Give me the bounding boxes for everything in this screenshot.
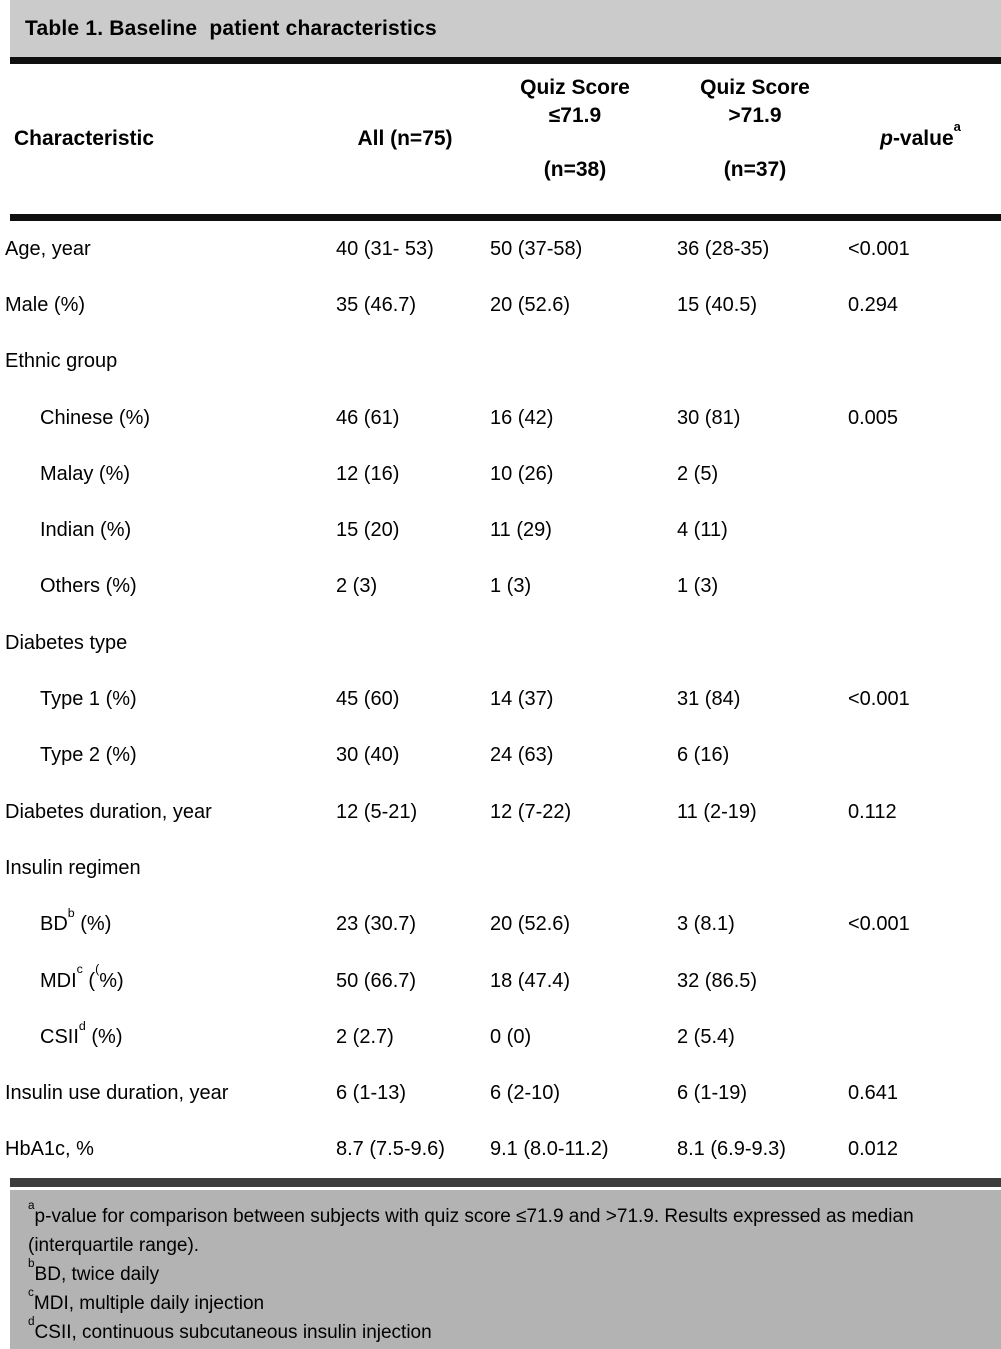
header-quiz-low-line1: Quiz Score (520, 76, 630, 99)
cell-all: 6 (1-13) (336, 1082, 407, 1105)
cell-quiz-low: 14 (37) (490, 688, 554, 711)
table-row (0, 840, 1001, 896)
cell-characteristic: CSII$^d$ (%) (40, 1018, 123, 1048)
cell-quiz-low: 10 (26) (490, 462, 554, 485)
cell-quiz-low: 50 (37-58) (490, 237, 583, 260)
cell-all: 15 (20) (336, 519, 400, 542)
cell-p-value: 0.641 (848, 1082, 899, 1105)
cell-characteristic: HbA1c, % (5, 1138, 94, 1161)
cell-quiz-high: 2 (5) (677, 462, 719, 485)
header-quiz-low-stack (520, 64, 630, 214)
table-row (0, 615, 1001, 671)
cell-characteristic: Indian (%) (40, 519, 132, 542)
table-row (0, 446, 1001, 502)
cell-p-value: 0.112 (848, 800, 897, 823)
table-row (0, 897, 1001, 953)
cell-quiz-high: 3 (8.1) (677, 913, 735, 936)
cell-quiz-high: 6 (16) (677, 744, 730, 767)
header-quiz-high-n: (n=37) (723, 158, 787, 181)
cell-characteristic: Type 1 (%) (40, 688, 137, 711)
header-quiz-low-n: (n=38) (543, 158, 607, 181)
header-quiz-high-stack (700, 64, 810, 214)
footnote-line: $^b$BD, twice daily (28, 1257, 160, 1285)
table-row (0, 728, 1001, 784)
cell-p-value: <0.001 (848, 913, 910, 936)
table-row (0, 390, 1001, 446)
cell-quiz-low: 6 (2-10) (490, 1082, 561, 1105)
table-row (0, 277, 1001, 333)
table-title-band (10, 0, 1001, 57)
cell-characteristic: Diabetes type (5, 631, 128, 654)
cell-quiz-low: 16 (42) (490, 406, 554, 429)
cell-p-value: <0.001 (848, 237, 910, 260)
cell-p-value: 0.012 (848, 1138, 899, 1161)
header-all-label: All (n=75) (357, 127, 453, 150)
table-row (0, 671, 1001, 727)
cell-all: 2 (3) (336, 575, 378, 598)
cell-quiz-low: 20 (52.6) (490, 913, 571, 936)
cell-quiz-low: 0 (0) (490, 1025, 532, 1048)
footnotes-area (10, 1190, 1001, 1349)
cell-quiz-high: 2 (5.4) (677, 1025, 735, 1048)
header-characteristic-label: Characteristic (14, 127, 155, 150)
cell-all: 45 (60) (336, 688, 400, 711)
table-row (0, 502, 1001, 558)
cell-all: 12 (5-21) (336, 800, 418, 823)
cell-quiz-low: 11 (29) (490, 519, 552, 542)
cell-quiz-low: 12 (7-22) (490, 800, 572, 823)
cell-quiz-high: 30 (81) (677, 406, 741, 429)
cell-quiz-low: 9.1 (8.0-11.2) (490, 1138, 609, 1161)
cell-characteristic: Male (%) (5, 293, 86, 316)
cell-all: 40 (31- 53) (336, 237, 434, 260)
cell-quiz-low: 18 (47.4) (490, 969, 571, 992)
table-header-row (0, 64, 1001, 214)
top-rule (10, 57, 1001, 64)
cell-quiz-high: 6 (1-19) (677, 1082, 748, 1105)
cell-characteristic: $BD^b$ (%) (40, 905, 112, 936)
cell-p-value: <0.001 (848, 688, 910, 711)
table-row (0, 334, 1001, 390)
cell-p-value: 0.005 (848, 406, 899, 429)
cell-p-value: 0.294 (848, 293, 899, 316)
header-quiz-high-line2: >71.9 (728, 104, 782, 127)
footnote-line: $^d$CSII, continuous subcutaneous insulin injection (28, 1315, 432, 1343)
table-row (0, 1065, 1001, 1121)
cell-quiz-high: 36 (28-35) (677, 237, 770, 260)
header-cell-quiz-low (480, 64, 670, 214)
table-row (0, 221, 1001, 277)
footnote-line: $^c$MDI, multiple daily injection (28, 1286, 265, 1314)
cell-all: 12 (16) (336, 462, 400, 485)
cell-quiz-high: 1 (3) (677, 575, 719, 598)
table-row (0, 1122, 1001, 1178)
cell-characteristic: Malay (%) (40, 462, 131, 485)
cell-characteristic: Others (%) (40, 575, 137, 598)
table-title: Table 1. Baseline patient characteristics (25, 16, 437, 40)
table-row (0, 784, 1001, 840)
cell-all: 2 (2.7) (336, 1025, 394, 1048)
footnote-line: $^a$p-value for comparison between subjects with quiz score ≤71.9 and >71.9. Results expressed as median (interquartile range). (28, 1199, 914, 1256)
cell-quiz-high: 8.1 (6.9-9.3) (677, 1138, 786, 1161)
table-body (0, 221, 1001, 1178)
cell-quiz-low: 1 (3) (490, 575, 532, 598)
header-quiz-high-line1: Quiz Score (700, 76, 810, 99)
header-p-value-label: p-value$^a$ (880, 119, 961, 150)
cell-characteristic: Type 2 (%) (40, 744, 137, 767)
cell-quiz-high: 11 (2-19) (677, 800, 757, 823)
table-row (0, 559, 1001, 615)
header-quiz-low-line2: ≤71.9 (548, 104, 602, 127)
cell-all: 30 (40) (336, 744, 400, 767)
header-divider-rule (10, 214, 1001, 221)
table-row (0, 953, 1001, 1009)
header-cell-quiz-high (670, 64, 840, 214)
cell-quiz-high: 32 (86.5) (677, 969, 758, 992)
cell-all: 46 (61) (336, 406, 400, 429)
cell-characteristic: Chinese (%) (40, 406, 151, 429)
header-cell-p-value (840, 64, 1001, 214)
cell-quiz-low: 20 (52.6) (490, 293, 571, 316)
cell-all: 50 (66.7) (336, 969, 417, 992)
cell-all: 8.7 (7.5-9.6) (336, 1138, 445, 1161)
cell-characteristic: Diabetes duration, year (5, 800, 212, 823)
cell-quiz-high: 15 (40.5) (677, 293, 758, 316)
cell-characteristic: Ethnic group (5, 350, 118, 373)
cell-characteristic: Age, year (5, 237, 91, 260)
cell-quiz-high: 31 (84) (677, 688, 741, 711)
cell-all: 23 (30.7) (336, 913, 417, 936)
cell-characteristic: Insulin use duration, year (5, 1082, 229, 1105)
cell-characteristic: Insulin regimen (5, 856, 141, 879)
table-row (0, 1009, 1001, 1065)
header-cell-all (330, 64, 480, 214)
cell-all: 35 (46.7) (336, 293, 417, 316)
cell-quiz-high: 4 (11) (677, 519, 728, 542)
bottom-rule (10, 1178, 1001, 1187)
header-cell-characteristic (0, 64, 330, 214)
cell-quiz-low: 24 (63) (490, 744, 554, 767)
cell-characteristic: MDI$^c$ ((%) (40, 962, 124, 992)
